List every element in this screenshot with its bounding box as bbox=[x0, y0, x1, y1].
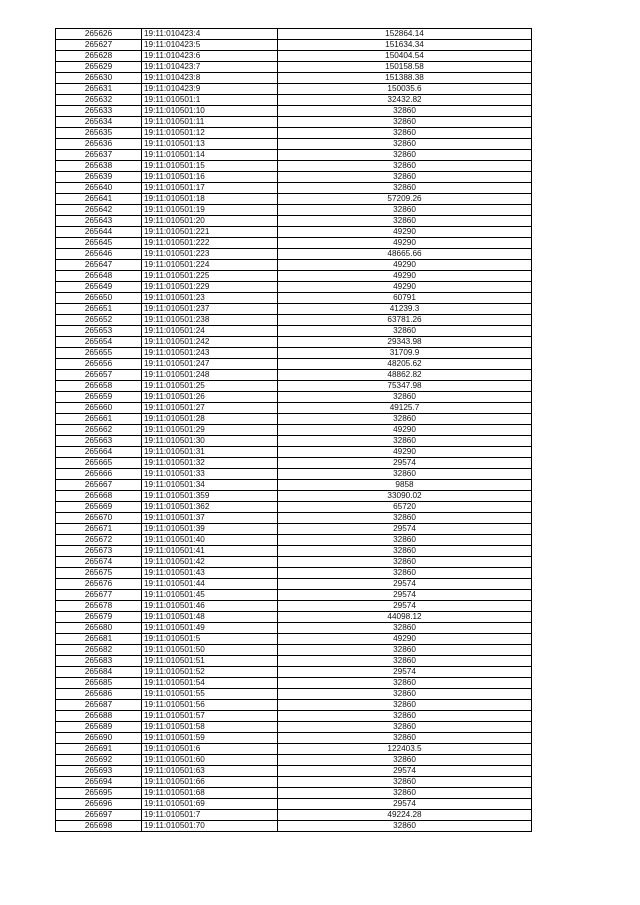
row-id-cell: 265682 bbox=[56, 645, 142, 656]
value-cell: 32860 bbox=[278, 106, 532, 117]
row-id-cell: 265653 bbox=[56, 326, 142, 337]
value-cell: 48205.62 bbox=[278, 359, 532, 370]
cadastral-number-cell: 19:11:010501:6 bbox=[142, 744, 278, 755]
table-row bbox=[56, 315, 532, 326]
cadastral-number-cell: 19:11:010501:43 bbox=[142, 568, 278, 579]
row-id-cell: 265632 bbox=[56, 95, 142, 106]
row-id-cell: 265670 bbox=[56, 513, 142, 524]
row-id-cell: 265655 bbox=[56, 348, 142, 359]
cadastral-number-cell: 19:11:010501:7 bbox=[142, 810, 278, 821]
table-row bbox=[56, 238, 532, 249]
cadastral-number-cell: 19:11:010423:7 bbox=[142, 62, 278, 73]
row-id-cell: 265658 bbox=[56, 381, 142, 392]
row-id-cell: 265690 bbox=[56, 733, 142, 744]
value-cell: 32860 bbox=[278, 568, 532, 579]
row-id-cell: 265675 bbox=[56, 568, 142, 579]
cadastral-number-cell: 19:11:010501:30 bbox=[142, 436, 278, 447]
row-id-cell: 265694 bbox=[56, 777, 142, 788]
cadastral-number-cell: 19:11:010501:25 bbox=[142, 381, 278, 392]
row-id-cell: 265663 bbox=[56, 436, 142, 447]
table-row bbox=[56, 84, 532, 95]
cadastral-number-cell: 19:11:010501:45 bbox=[142, 590, 278, 601]
row-id-cell: 265637 bbox=[56, 150, 142, 161]
value-cell: 32860 bbox=[278, 678, 532, 689]
cadastral-number-cell: 19:11:010501:20 bbox=[142, 216, 278, 227]
table-row bbox=[56, 370, 532, 381]
row-id-cell: 265631 bbox=[56, 84, 142, 95]
row-id-cell: 265635 bbox=[56, 128, 142, 139]
row-id-cell: 265659 bbox=[56, 392, 142, 403]
table-row bbox=[56, 62, 532, 73]
table-row bbox=[56, 403, 532, 414]
table-row bbox=[56, 326, 532, 337]
cadastral-number-cell: 19:11:010501:58 bbox=[142, 722, 278, 733]
row-id-cell: 265643 bbox=[56, 216, 142, 227]
value-cell: 49290 bbox=[278, 260, 532, 271]
table-row bbox=[56, 249, 532, 260]
cadastral-number-cell: 19:11:010501:222 bbox=[142, 238, 278, 249]
row-id-cell: 265640 bbox=[56, 183, 142, 194]
cadastral-number-cell: 19:11:010501:41 bbox=[142, 546, 278, 557]
table-row bbox=[56, 348, 532, 359]
value-cell: 32860 bbox=[278, 205, 532, 216]
table-row bbox=[56, 700, 532, 711]
cadastral-number-cell: 19:11:010501:243 bbox=[142, 348, 278, 359]
table-row bbox=[56, 205, 532, 216]
row-id-cell: 265685 bbox=[56, 678, 142, 689]
row-id-cell: 265651 bbox=[56, 304, 142, 315]
cadastral-number-cell: 19:11:010501:42 bbox=[142, 557, 278, 568]
row-id-cell: 265628 bbox=[56, 51, 142, 62]
row-id-cell: 265650 bbox=[56, 293, 142, 304]
row-id-cell: 265639 bbox=[56, 172, 142, 183]
value-cell: 29574 bbox=[278, 579, 532, 590]
table-row bbox=[56, 381, 532, 392]
value-cell: 32860 bbox=[278, 546, 532, 557]
value-cell: 49290 bbox=[278, 282, 532, 293]
row-id-cell: 265633 bbox=[56, 106, 142, 117]
cadastral-number-cell: 19:11:010501:60 bbox=[142, 755, 278, 766]
value-cell: 32432.82 bbox=[278, 95, 532, 106]
row-id-cell: 265652 bbox=[56, 315, 142, 326]
value-cell: 33090.02 bbox=[278, 491, 532, 502]
value-cell: 32860 bbox=[278, 117, 532, 128]
cadastral-number-cell: 19:11:010501:31 bbox=[142, 447, 278, 458]
row-id-cell: 265689 bbox=[56, 722, 142, 733]
row-id-cell: 265657 bbox=[56, 370, 142, 381]
table-row bbox=[56, 271, 532, 282]
row-id-cell: 265647 bbox=[56, 260, 142, 271]
value-cell: 49290 bbox=[278, 227, 532, 238]
row-id-cell: 265696 bbox=[56, 799, 142, 810]
table-row bbox=[56, 546, 532, 557]
table-row bbox=[56, 480, 532, 491]
table-row bbox=[56, 425, 532, 436]
value-cell: 49290 bbox=[278, 238, 532, 249]
value-cell: 32860 bbox=[278, 788, 532, 799]
cadastral-number-cell: 19:11:010501:63 bbox=[142, 766, 278, 777]
cadastral-number-cell: 19:11:010423:4 bbox=[142, 29, 278, 40]
table-row bbox=[56, 51, 532, 62]
cadastral-number-cell: 19:11:010501:68 bbox=[142, 788, 278, 799]
table-row bbox=[56, 535, 532, 546]
row-id-cell: 265656 bbox=[56, 359, 142, 370]
value-cell: 49290 bbox=[278, 447, 532, 458]
table-row bbox=[56, 821, 532, 832]
row-id-cell: 265691 bbox=[56, 744, 142, 755]
table-row bbox=[56, 172, 532, 183]
row-id-cell: 265627 bbox=[56, 40, 142, 51]
value-cell: 32860 bbox=[278, 513, 532, 524]
value-cell: 32860 bbox=[278, 161, 532, 172]
value-cell: 150404.54 bbox=[278, 51, 532, 62]
cadastral-number-cell: 19:11:010501:223 bbox=[142, 249, 278, 260]
cadastral-number-cell: 19:11:010501:1 bbox=[142, 95, 278, 106]
cadastral-number-cell: 19:11:010501:40 bbox=[142, 535, 278, 546]
row-id-cell: 265636 bbox=[56, 139, 142, 150]
row-id-cell: 265629 bbox=[56, 62, 142, 73]
cadastral-number-cell: 19:11:010501:39 bbox=[142, 524, 278, 535]
table-row bbox=[56, 513, 532, 524]
row-id-cell: 265674 bbox=[56, 557, 142, 568]
table-row bbox=[56, 656, 532, 667]
table-row bbox=[56, 436, 532, 447]
row-id-cell: 265698 bbox=[56, 821, 142, 832]
cadastral-number-cell: 19:11:010501:248 bbox=[142, 370, 278, 381]
row-id-cell: 265686 bbox=[56, 689, 142, 700]
row-id-cell: 265644 bbox=[56, 227, 142, 238]
value-cell: 41239.3 bbox=[278, 304, 532, 315]
table-row bbox=[56, 183, 532, 194]
value-cell: 150158.58 bbox=[278, 62, 532, 73]
table-row bbox=[56, 260, 532, 271]
value-cell: 49224.28 bbox=[278, 810, 532, 821]
cadastral-number-cell: 19:11:010501:229 bbox=[142, 282, 278, 293]
cadastral-number-cell: 19:11:010501:238 bbox=[142, 315, 278, 326]
row-id-cell: 265695 bbox=[56, 788, 142, 799]
value-cell: 122403.5 bbox=[278, 744, 532, 755]
table-row bbox=[56, 623, 532, 634]
cadastral-number-cell: 19:11:010501:32 bbox=[142, 458, 278, 469]
value-cell: 151388.38 bbox=[278, 73, 532, 84]
row-id-cell: 265665 bbox=[56, 458, 142, 469]
row-id-cell: 265634 bbox=[56, 117, 142, 128]
table-row bbox=[56, 139, 532, 150]
row-id-cell: 265677 bbox=[56, 590, 142, 601]
cadastral-number-cell: 19:11:010501:69 bbox=[142, 799, 278, 810]
value-cell: 29343.98 bbox=[278, 337, 532, 348]
table-row bbox=[56, 40, 532, 51]
value-cell: 29574 bbox=[278, 799, 532, 810]
value-cell: 49290 bbox=[278, 271, 532, 282]
cadastral-number-cell: 19:11:010501:225 bbox=[142, 271, 278, 282]
cadastral-number-cell: 19:11:010501:59 bbox=[142, 733, 278, 744]
table-row bbox=[56, 590, 532, 601]
row-id-cell: 265641 bbox=[56, 194, 142, 205]
cadastral-number-cell: 19:11:010501:50 bbox=[142, 645, 278, 656]
cadastral-number-cell: 19:11:010501:17 bbox=[142, 183, 278, 194]
value-cell: 32860 bbox=[278, 557, 532, 568]
value-cell: 32860 bbox=[278, 436, 532, 447]
cadastral-number-cell: 19:11:010501:37 bbox=[142, 513, 278, 524]
row-id-cell: 265668 bbox=[56, 491, 142, 502]
cadastral-number-cell: 19:11:010501:55 bbox=[142, 689, 278, 700]
table-body bbox=[56, 29, 532, 832]
value-cell: 49125.7 bbox=[278, 403, 532, 414]
table-row bbox=[56, 117, 532, 128]
value-cell: 32860 bbox=[278, 777, 532, 788]
row-id-cell: 265664 bbox=[56, 447, 142, 458]
value-cell: 32860 bbox=[278, 700, 532, 711]
table-row bbox=[56, 722, 532, 733]
row-id-cell: 265683 bbox=[56, 656, 142, 667]
cadastral-number-cell: 19:11:010501:15 bbox=[142, 161, 278, 172]
table-row bbox=[56, 216, 532, 227]
value-cell: 29574 bbox=[278, 766, 532, 777]
cadastral-number-cell: 19:11:010501:57 bbox=[142, 711, 278, 722]
cadastral-number-cell: 19:11:010423:5 bbox=[142, 40, 278, 51]
cadastral-number-cell: 19:11:010501:54 bbox=[142, 678, 278, 689]
table-row bbox=[56, 128, 532, 139]
row-id-cell: 265676 bbox=[56, 579, 142, 590]
cadastral-number-cell: 19:11:010501:359 bbox=[142, 491, 278, 502]
value-cell: 32860 bbox=[278, 326, 532, 337]
value-cell: 32860 bbox=[278, 623, 532, 634]
cadastral-number-cell: 19:11:010501:10 bbox=[142, 106, 278, 117]
row-id-cell: 265626 bbox=[56, 29, 142, 40]
table-row bbox=[56, 799, 532, 810]
cadastral-number-cell: 19:11:010501:16 bbox=[142, 172, 278, 183]
value-cell: 49290 bbox=[278, 425, 532, 436]
row-id-cell: 265679 bbox=[56, 612, 142, 623]
table-row bbox=[56, 777, 532, 788]
table-row bbox=[56, 491, 532, 502]
cadastral-number-cell: 19:11:010501:52 bbox=[142, 667, 278, 678]
row-id-cell: 265649 bbox=[56, 282, 142, 293]
value-cell: 32860 bbox=[278, 172, 532, 183]
table-row bbox=[56, 524, 532, 535]
row-id-cell: 265687 bbox=[56, 700, 142, 711]
table-row bbox=[56, 645, 532, 656]
cadastral-number-cell: 19:11:010501:44 bbox=[142, 579, 278, 590]
row-id-cell: 265680 bbox=[56, 623, 142, 634]
cadastral-number-cell: 19:11:010501:48 bbox=[142, 612, 278, 623]
cadastral-number-cell: 19:11:010501:18 bbox=[142, 194, 278, 205]
cadastral-number-cell: 19:11:010501:23 bbox=[142, 293, 278, 304]
row-id-cell: 265688 bbox=[56, 711, 142, 722]
value-cell: 32860 bbox=[278, 414, 532, 425]
table-row bbox=[56, 227, 532, 238]
value-cell: 29574 bbox=[278, 601, 532, 612]
value-cell: 32860 bbox=[278, 469, 532, 480]
value-cell: 32860 bbox=[278, 183, 532, 194]
table-row bbox=[56, 447, 532, 458]
row-id-cell: 265693 bbox=[56, 766, 142, 777]
cadastral-number-cell: 19:11:010501:29 bbox=[142, 425, 278, 436]
value-cell: 32860 bbox=[278, 821, 532, 832]
table-row bbox=[56, 106, 532, 117]
cadastral-number-cell: 19:11:010501:5 bbox=[142, 634, 278, 645]
table-row bbox=[56, 579, 532, 590]
value-cell: 152864.14 bbox=[278, 29, 532, 40]
cadastral-number-cell: 19:11:010423:6 bbox=[142, 51, 278, 62]
cadastral-number-cell: 19:11:010501:28 bbox=[142, 414, 278, 425]
table-row bbox=[56, 689, 532, 700]
cadastral-number-cell: 19:11:010501:237 bbox=[142, 304, 278, 315]
table-row bbox=[56, 359, 532, 370]
row-id-cell: 265678 bbox=[56, 601, 142, 612]
value-cell: 75347.98 bbox=[278, 381, 532, 392]
table-row bbox=[56, 711, 532, 722]
value-cell: 32860 bbox=[278, 645, 532, 656]
row-id-cell: 265671 bbox=[56, 524, 142, 535]
value-cell: 48665.66 bbox=[278, 249, 532, 260]
row-id-cell: 265684 bbox=[56, 667, 142, 678]
value-cell: 150035.6 bbox=[278, 84, 532, 95]
row-id-cell: 265669 bbox=[56, 502, 142, 513]
row-id-cell: 265645 bbox=[56, 238, 142, 249]
cadastral-number-cell: 19:11:010501:224 bbox=[142, 260, 278, 271]
table-row bbox=[56, 414, 532, 425]
row-id-cell: 265666 bbox=[56, 469, 142, 480]
value-cell: 44098.12 bbox=[278, 612, 532, 623]
table-row bbox=[56, 469, 532, 480]
cadastral-number-cell: 19:11:010501:70 bbox=[142, 821, 278, 832]
table-row bbox=[56, 601, 532, 612]
cadastral-number-cell: 19:11:010501:19 bbox=[142, 205, 278, 216]
table-row bbox=[56, 282, 532, 293]
value-cell: 29574 bbox=[278, 458, 532, 469]
row-id-cell: 265672 bbox=[56, 535, 142, 546]
value-cell: 9858 bbox=[278, 480, 532, 491]
cadastral-number-cell: 19:11:010501:26 bbox=[142, 392, 278, 403]
table-row bbox=[56, 29, 532, 40]
cadastral-number-cell: 19:11:010501:362 bbox=[142, 502, 278, 513]
data-table bbox=[55, 28, 532, 832]
table-row bbox=[56, 293, 532, 304]
row-id-cell: 265642 bbox=[56, 205, 142, 216]
table-row bbox=[56, 73, 532, 84]
value-cell: 32860 bbox=[278, 535, 532, 546]
row-id-cell: 265681 bbox=[56, 634, 142, 645]
value-cell: 32860 bbox=[278, 128, 532, 139]
table-row bbox=[56, 744, 532, 755]
row-id-cell: 265654 bbox=[56, 337, 142, 348]
cadastral-number-cell: 19:11:010501:49 bbox=[142, 623, 278, 634]
row-id-cell: 265646 bbox=[56, 249, 142, 260]
cadastral-number-cell: 19:11:010501:66 bbox=[142, 777, 278, 788]
table-row bbox=[56, 678, 532, 689]
table-row bbox=[56, 458, 532, 469]
cadastral-number-cell: 19:11:010423:9 bbox=[142, 84, 278, 95]
cadastral-number-cell: 19:11:010501:221 bbox=[142, 227, 278, 238]
value-cell: 29574 bbox=[278, 524, 532, 535]
cadastral-number-cell: 19:11:010501:11 bbox=[142, 117, 278, 128]
value-cell: 65720 bbox=[278, 502, 532, 513]
table-row bbox=[56, 337, 532, 348]
table-row bbox=[56, 788, 532, 799]
cadastral-number-cell: 19:11:010501:46 bbox=[142, 601, 278, 612]
table-row bbox=[56, 810, 532, 821]
value-cell: 32860 bbox=[278, 711, 532, 722]
table-row bbox=[56, 150, 532, 161]
cadastral-number-cell: 19:11:010501:27 bbox=[142, 403, 278, 414]
cadastral-number-cell: 19:11:010501:24 bbox=[142, 326, 278, 337]
row-id-cell: 265630 bbox=[56, 73, 142, 84]
cadastral-number-cell: 19:11:010501:33 bbox=[142, 469, 278, 480]
row-id-cell: 265697 bbox=[56, 810, 142, 821]
value-cell: 32860 bbox=[278, 392, 532, 403]
table-row bbox=[56, 502, 532, 513]
value-cell: 60791 bbox=[278, 293, 532, 304]
row-id-cell: 265661 bbox=[56, 414, 142, 425]
cadastral-number-cell: 19:11:010501:14 bbox=[142, 150, 278, 161]
value-cell: 63781.26 bbox=[278, 315, 532, 326]
table-row bbox=[56, 557, 532, 568]
value-cell: 29574 bbox=[278, 590, 532, 601]
row-id-cell: 265648 bbox=[56, 271, 142, 282]
value-cell: 32860 bbox=[278, 689, 532, 700]
table-row bbox=[56, 568, 532, 579]
table-row bbox=[56, 634, 532, 645]
cadastral-number-cell: 19:11:010501:34 bbox=[142, 480, 278, 491]
value-cell: 29574 bbox=[278, 667, 532, 678]
value-cell: 151634.34 bbox=[278, 40, 532, 51]
cadastral-number-cell: 19:11:010501:13 bbox=[142, 139, 278, 150]
row-id-cell: 265673 bbox=[56, 546, 142, 557]
value-cell: 32860 bbox=[278, 656, 532, 667]
value-cell: 31709.9 bbox=[278, 348, 532, 359]
value-cell: 32860 bbox=[278, 139, 532, 150]
value-cell: 32860 bbox=[278, 150, 532, 161]
table-row bbox=[56, 612, 532, 623]
table-row bbox=[56, 304, 532, 315]
row-id-cell: 265692 bbox=[56, 755, 142, 766]
value-cell: 48862.82 bbox=[278, 370, 532, 381]
row-id-cell: 265662 bbox=[56, 425, 142, 436]
table-row bbox=[56, 392, 532, 403]
cadastral-number-cell: 19:11:010423:8 bbox=[142, 73, 278, 84]
table-row bbox=[56, 766, 532, 777]
value-cell: 49290 bbox=[278, 634, 532, 645]
table-row bbox=[56, 161, 532, 172]
table-row bbox=[56, 755, 532, 766]
cadastral-number-cell: 19:11:010501:247 bbox=[142, 359, 278, 370]
value-cell: 32860 bbox=[278, 733, 532, 744]
value-cell: 32860 bbox=[278, 755, 532, 766]
table-row bbox=[56, 95, 532, 106]
row-id-cell: 265660 bbox=[56, 403, 142, 414]
cadastral-number-cell: 19:11:010501:12 bbox=[142, 128, 278, 139]
cadastral-number-cell: 19:11:010501:242 bbox=[142, 337, 278, 348]
row-id-cell: 265638 bbox=[56, 161, 142, 172]
cadastral-number-cell: 19:11:010501:56 bbox=[142, 700, 278, 711]
value-cell: 57209.26 bbox=[278, 194, 532, 205]
value-cell: 32860 bbox=[278, 722, 532, 733]
table-row bbox=[56, 667, 532, 678]
table-row bbox=[56, 733, 532, 744]
table-row bbox=[56, 194, 532, 205]
row-id-cell: 265667 bbox=[56, 480, 142, 491]
cadastral-number-cell: 19:11:010501:51 bbox=[142, 656, 278, 667]
value-cell: 32860 bbox=[278, 216, 532, 227]
